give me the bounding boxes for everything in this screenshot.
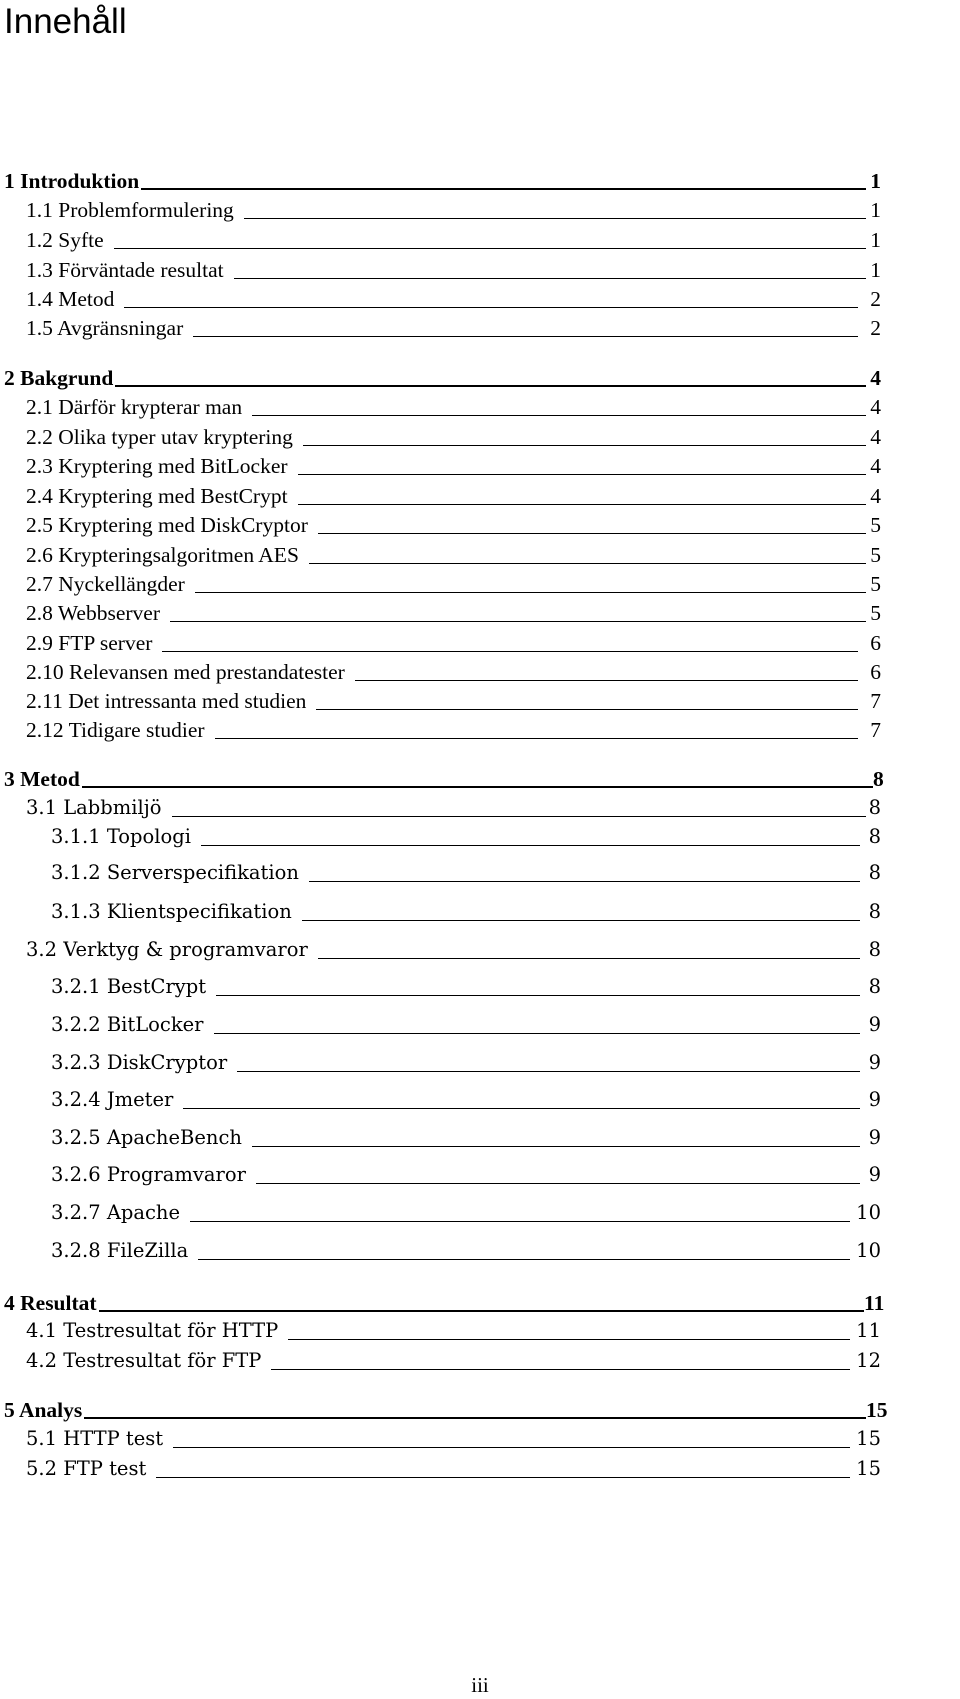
toc-entry-page-number: 15 bbox=[866, 1398, 888, 1422]
page-title: Innehåll bbox=[4, 2, 127, 41]
toc-entry[interactable] bbox=[51, 1011, 881, 1039]
toc-entry-label: 2.9 FTP server bbox=[26, 631, 153, 655]
toc-entry[interactable] bbox=[26, 794, 881, 822]
toc-entry[interactable] bbox=[26, 1455, 881, 1483]
toc-leader-line bbox=[309, 881, 860, 882]
toc-entry-label: 3.2 Verktyg & programvaror bbox=[26, 938, 308, 961]
toc-entry[interactable] bbox=[51, 1237, 881, 1265]
toc-entry[interactable] bbox=[26, 687, 881, 715]
toc-leader-line bbox=[190, 1221, 850, 1222]
toc-leader-line bbox=[318, 958, 860, 959]
toc-entry[interactable] bbox=[26, 511, 881, 539]
toc-entry[interactable] bbox=[51, 1124, 881, 1152]
toc-entry-label: 2.10 Relevansen med prestandatester bbox=[26, 660, 345, 684]
toc-entry-label: 3.1.2 Serverspecifikation bbox=[51, 861, 299, 884]
toc-entry-label: 2.11 Det intressanta med studien bbox=[26, 689, 307, 713]
toc-entry[interactable] bbox=[51, 859, 881, 887]
toc-leader-line bbox=[215, 738, 858, 739]
toc-entry-page-number: 5 bbox=[870, 572, 881, 596]
toc-entry-label: 3.2.7 Apache bbox=[51, 1201, 181, 1224]
toc-entry-label: 5 Analys bbox=[4, 1398, 83, 1422]
toc-leader-line bbox=[237, 1071, 860, 1072]
toc-leader-line bbox=[309, 563, 866, 564]
toc-entry[interactable] bbox=[26, 1347, 881, 1375]
toc-leader-line bbox=[82, 786, 873, 788]
toc-entry-label: 2.7 Nyckellängder bbox=[26, 572, 185, 596]
toc-leader-line bbox=[198, 1259, 850, 1260]
toc-leader-line bbox=[302, 920, 860, 921]
toc-entry-page-number: 10 bbox=[856, 1239, 881, 1262]
toc-entry[interactable] bbox=[26, 393, 881, 421]
toc-entry-label: 3.2.1 BestCrypt bbox=[51, 975, 207, 998]
toc-leader-line bbox=[99, 1310, 864, 1312]
toc-entry[interactable] bbox=[26, 1317, 881, 1345]
toc-entry-page-number: 10 bbox=[856, 1201, 881, 1224]
toc-entry-page-number: 4 bbox=[870, 454, 881, 478]
toc-entry[interactable] bbox=[4, 364, 881, 392]
toc-entry[interactable] bbox=[26, 541, 881, 569]
toc-leader-line bbox=[201, 845, 860, 846]
toc-entry-page-number: 8 bbox=[868, 796, 881, 819]
toc-entry[interactable] bbox=[26, 285, 881, 313]
toc-entry-page-number: 8 bbox=[868, 938, 881, 961]
toc-entry-page-number: 1 bbox=[870, 228, 881, 252]
toc-leader-line bbox=[173, 1447, 850, 1448]
toc-entry-label: 3.2.5 ApacheBench bbox=[51, 1126, 242, 1149]
toc-leader-line bbox=[195, 592, 866, 593]
toc-entry[interactable] bbox=[26, 629, 881, 657]
toc-entry[interactable] bbox=[26, 452, 881, 480]
toc-leader-line bbox=[124, 307, 858, 308]
toc-leader-line bbox=[252, 415, 866, 416]
toc-entry-page-number: 1 bbox=[870, 198, 881, 222]
toc-entry[interactable] bbox=[26, 716, 881, 744]
toc-entry[interactable] bbox=[4, 167, 881, 195]
toc-leader-line bbox=[252, 1146, 860, 1147]
toc-entry[interactable] bbox=[51, 1161, 881, 1189]
toc-entry-page-number: 8 bbox=[873, 767, 884, 791]
toc-entry-label: 2.8 Webbserver bbox=[26, 601, 160, 625]
toc-entry-page-number: 9 bbox=[868, 1013, 881, 1036]
toc-entry-label: 2.6 Krypteringsalgoritmen AES bbox=[26, 543, 299, 567]
toc-entry[interactable] bbox=[26, 570, 881, 598]
toc-entry-page-number: 9 bbox=[868, 1163, 881, 1186]
toc-entry-page-number: 4 bbox=[870, 395, 881, 419]
toc-entry-page-number: 8 bbox=[868, 900, 881, 923]
toc-entry[interactable] bbox=[4, 1289, 885, 1317]
toc-leader-line bbox=[193, 336, 858, 337]
toc-entry-label: 3.1.1 Topologi bbox=[51, 825, 191, 848]
toc-entry-label: 2.3 Kryptering med BitLocker bbox=[26, 454, 288, 478]
toc-entry[interactable] bbox=[26, 482, 881, 510]
toc-entry-label: 1.5 Avgränsningar bbox=[26, 316, 184, 340]
toc-entry-page-number: 7 bbox=[870, 718, 881, 742]
toc-leader-line bbox=[303, 445, 866, 446]
toc-entry[interactable] bbox=[26, 658, 881, 686]
toc-entry-label: 4.2 Testresultat för FTP bbox=[26, 1349, 262, 1372]
toc-entry-label: 2.12 Tidigare studier bbox=[26, 718, 205, 742]
toc-entry-label: 1.4 Metod bbox=[26, 287, 115, 311]
toc-entry[interactable] bbox=[51, 1049, 881, 1077]
toc-entry[interactable] bbox=[26, 1425, 881, 1453]
toc-entry-page-number: 15 bbox=[856, 1427, 881, 1450]
toc-entry-label: 2.2 Olika typer utav kryptering bbox=[26, 425, 293, 449]
toc-entry[interactable] bbox=[51, 823, 881, 851]
toc-entry[interactable] bbox=[4, 765, 884, 793]
toc-entry-page-number: 2 bbox=[870, 287, 881, 311]
toc-entry-label: 2.4 Kryptering med BestCrypt bbox=[26, 484, 288, 508]
toc-leader-line bbox=[162, 651, 858, 652]
toc-leader-line bbox=[214, 1033, 860, 1034]
toc-leader-line bbox=[115, 385, 866, 387]
toc-entry-label: 3.2.3 DiskCryptor bbox=[51, 1051, 228, 1074]
toc-leader-line bbox=[234, 278, 866, 279]
toc-entry[interactable] bbox=[26, 936, 881, 964]
toc-entry[interactable] bbox=[4, 1396, 888, 1424]
toc-entry-label: 3.2.2 BitLocker bbox=[51, 1013, 204, 1036]
toc-entry[interactable] bbox=[51, 898, 881, 926]
toc-entry-page-number: 5 bbox=[870, 543, 881, 567]
toc-leader-line bbox=[298, 474, 866, 475]
toc-entry-label: 3.2.4 Jmeter bbox=[51, 1088, 174, 1111]
toc-entry-page-number: 6 bbox=[870, 631, 881, 655]
toc-entry-page-number: 4 bbox=[870, 484, 881, 508]
toc-entry-label: 1.2 Syfte bbox=[26, 228, 104, 252]
toc-entry-page-number: 6 bbox=[870, 660, 881, 684]
toc-entry-label: 3.1 Labbmiljö bbox=[26, 796, 162, 819]
toc-entry[interactable] bbox=[26, 314, 881, 342]
toc-entry-label: 2.1 Därför krypterar man bbox=[26, 395, 243, 419]
toc-leader-line bbox=[170, 621, 866, 622]
toc-entry-page-number: 9 bbox=[868, 1126, 881, 1149]
toc-entry[interactable] bbox=[51, 1086, 881, 1114]
toc-leader-line bbox=[84, 1417, 866, 1419]
toc-entry-page-number: 11 bbox=[856, 1319, 881, 1342]
toc-entry-label: 3.2.8 FileZilla bbox=[51, 1239, 189, 1262]
toc-entry[interactable] bbox=[26, 226, 881, 254]
toc-entry[interactable] bbox=[26, 256, 881, 284]
toc-entry-label: 5.1 HTTP test bbox=[26, 1427, 164, 1450]
toc-entry-page-number: 2 bbox=[870, 316, 881, 340]
toc-entry-page-number: 12 bbox=[856, 1349, 881, 1372]
toc-entry-page-number: 8 bbox=[868, 861, 881, 884]
toc-entry[interactable] bbox=[26, 196, 881, 224]
toc-entry-page-number: 9 bbox=[868, 1051, 881, 1074]
toc-entry-page-number: 5 bbox=[870, 513, 881, 537]
toc-entry-label: 2.5 Kryptering med DiskCryptor bbox=[26, 513, 308, 537]
toc-entry-page-number: 9 bbox=[868, 1088, 881, 1111]
toc-leader-line bbox=[156, 1477, 850, 1478]
toc-leader-line bbox=[141, 188, 866, 190]
toc-leader-line bbox=[244, 218, 866, 219]
toc-entry-label: 3.1.3 Klientspecifikation bbox=[51, 900, 292, 923]
toc-entry[interactable] bbox=[26, 599, 881, 627]
toc-entry-label: 1.3 Förväntade resultat bbox=[26, 258, 224, 282]
toc-entry-page-number: 5 bbox=[870, 601, 881, 625]
toc-entry-page-number: 8 bbox=[868, 825, 881, 848]
toc-entry-label: 1.1 Problemformulering bbox=[26, 198, 234, 222]
toc-entry-page-number: 8 bbox=[868, 975, 881, 998]
toc-entry-label: 5.2 FTP test bbox=[26, 1457, 147, 1480]
toc-leader-line bbox=[298, 504, 866, 505]
toc-entry[interactable] bbox=[51, 1199, 881, 1227]
toc-entry-label: 4.1 Testresultat för HTTP bbox=[26, 1319, 279, 1342]
toc-entry-label: 3 Metod bbox=[4, 767, 80, 791]
toc-entry-page-number: 4 bbox=[870, 366, 881, 390]
toc-entry-label: 1 Introduktion bbox=[4, 169, 140, 193]
toc-leader-line bbox=[216, 995, 860, 996]
toc-entry-page-number: 7 bbox=[870, 689, 881, 713]
page-number-footer: iii bbox=[471, 1673, 489, 1697]
toc-entry-page-number: 1 bbox=[870, 169, 881, 193]
toc-leader-line bbox=[114, 248, 866, 249]
toc-leader-line bbox=[355, 680, 858, 681]
toc-entry-label: 4 Resultat bbox=[4, 1291, 97, 1315]
toc-leader-line bbox=[172, 816, 866, 817]
toc-entry-label: 3.2.6 Programvaror bbox=[51, 1163, 246, 1186]
toc-entry[interactable] bbox=[51, 973, 881, 1001]
toc-leader-line bbox=[318, 533, 866, 534]
toc-leader-line bbox=[183, 1108, 860, 1109]
toc-leader-line bbox=[271, 1369, 850, 1370]
toc-entry-label: 2 Bakgrund bbox=[4, 366, 114, 390]
toc-entry-page-number: 11 bbox=[864, 1291, 885, 1315]
toc-entry-page-number: 15 bbox=[856, 1457, 881, 1480]
toc-leader-line bbox=[288, 1339, 850, 1340]
toc-entry-page-number: 4 bbox=[870, 425, 881, 449]
toc-leader-line bbox=[316, 709, 858, 710]
toc-leader-line bbox=[256, 1183, 860, 1184]
toc-entry[interactable] bbox=[26, 423, 881, 451]
toc-entry-page-number: 1 bbox=[870, 258, 881, 282]
